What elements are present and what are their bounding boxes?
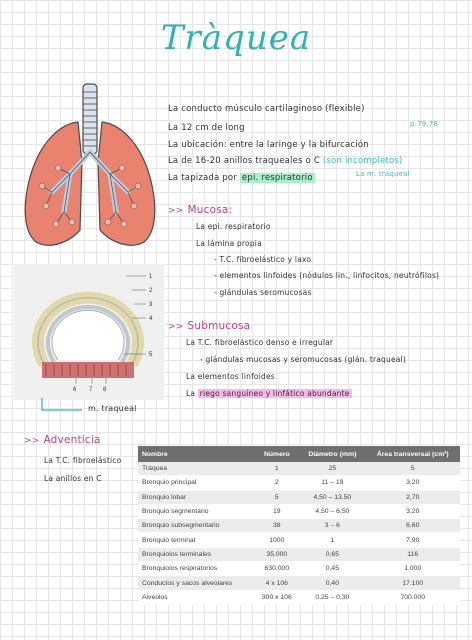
section-title: Adventicia (43, 434, 101, 446)
trachea-cross-section (14, 264, 164, 400)
submucosa-item: - glándulas mucosas y seromucosas (glán. traqueal) (200, 355, 406, 364)
table-cell: 0,65 (299, 547, 365, 561)
mucosa-item: La epi. respiratorio (196, 222, 271, 231)
note-text: La de 16-20 anillos traqueales o C (168, 156, 321, 166)
mucosa-item: - glándulas seromucosas (214, 288, 312, 297)
adventicia-heading (24, 434, 101, 446)
table-cell: 0,40 (299, 576, 365, 590)
table-cell: 0,45 (299, 562, 365, 576)
table-header-row (138, 446, 460, 462)
table-cell: 300 x 106 (254, 590, 299, 604)
submucosa-item: La T.C. fibroelástico denso e irregular (186, 338, 334, 347)
mucosa-item: La lámina propia (196, 239, 262, 248)
note-line: La 12 cm de long (168, 123, 245, 133)
figure-label: 3 (149, 302, 153, 308)
figure-label: 4 (149, 316, 153, 322)
figure-label: 6 (73, 387, 77, 393)
table-cell: 3 – 6 (299, 519, 365, 533)
note-line (168, 173, 315, 183)
table-cell: 700.000 (366, 590, 461, 604)
page-reference: p.79,78 (410, 120, 439, 128)
note-line: La conducto músculo cartilaginoso (flexible) (168, 104, 365, 114)
adventicia-item: La T.C. fibroelástico (44, 456, 122, 465)
table-cell: Bronquio segmentario (138, 504, 254, 518)
table-row (138, 576, 460, 590)
table-cell: 1.000 (366, 562, 461, 576)
table-cell: 4,50 – 6,50 (299, 504, 365, 518)
mucosa-item: - T.C. fibroelástico y laxo (214, 255, 312, 264)
figure-label: 1 (149, 274, 153, 280)
note-aside: (son incompletos) (322, 156, 403, 166)
table-cell: 17.100 (366, 576, 461, 590)
caption-arrow-icon (38, 398, 88, 416)
adventicia-item: La anillos en C (44, 474, 102, 483)
column-header: Número (254, 446, 299, 462)
table-cell: 4,50 – 13,50 (299, 490, 365, 504)
table-cell: Conductos y sacos alveolares (138, 576, 254, 590)
figure-label: 2 (149, 288, 153, 294)
table-cell: 1000 (254, 533, 299, 547)
highlighted-term: riego sanguíneo y linfático abundante (199, 389, 350, 398)
column-header: Área transversal (cm²) (366, 446, 461, 462)
table-cell: Alveolos (138, 590, 254, 604)
table-row (138, 490, 460, 504)
table-row (138, 533, 460, 547)
table-cell: Bronquio lobar (138, 490, 254, 504)
table-cell: 11 – 19 (299, 476, 365, 490)
table-cell: 1 (254, 462, 299, 476)
table-cell: Bronquiolos terminales (138, 547, 254, 561)
page-title: Tràquea (160, 18, 312, 58)
table-cell: 7,90 (366, 533, 461, 547)
table-cell: 38 (254, 519, 299, 533)
highlighted-term: epi. respiratorio (241, 173, 313, 183)
table-cell: 2 (254, 476, 299, 490)
mucosa-heading (168, 204, 232, 216)
table-cell: Bronquiolos respiratorios (138, 562, 254, 576)
table-cell: 4 x 106 (254, 576, 299, 590)
table-cell: Bronquio subsegmentario (138, 519, 254, 533)
table-row (138, 519, 460, 533)
table-cell: 630.000 (254, 562, 299, 576)
column-header: Nombre (138, 446, 254, 462)
airway-table (138, 446, 460, 605)
table-cell: 5 (254, 490, 299, 504)
note-aside: La m. traqueal (356, 170, 410, 178)
table-cell: 5 (366, 462, 461, 476)
table-cell: 25 (299, 462, 365, 476)
note-text: La tapizada por (168, 173, 238, 183)
table-cell: 2,70 (366, 490, 461, 504)
double-arrow-icon: >> (168, 322, 184, 332)
table-cell: Tráquea (138, 462, 254, 476)
table-row (138, 562, 460, 576)
figure-caption: m. traqueal (88, 404, 137, 413)
table-cell: 19 (254, 504, 299, 518)
table-cell: 116 (366, 547, 461, 561)
table-cell: Bronquio terminal (138, 533, 254, 547)
table-cell: Bronquio principal (138, 476, 254, 490)
table-cell: 1 (299, 533, 365, 547)
table-row (138, 476, 460, 490)
submucosa-item: La elementos linfoides (186, 372, 275, 381)
table-cell: 3,20 (366, 504, 461, 518)
column-header: Diámetro (mm) (299, 446, 365, 462)
table-cell: 6,60 (366, 519, 461, 533)
note-line: La ubicación: entre la laringe y la bifurcación (168, 140, 369, 150)
figure-label: 7 (89, 387, 93, 393)
table-cell: 3,20 (366, 476, 461, 490)
double-arrow-icon: >> (24, 436, 40, 446)
table-cell: 35.000 (254, 547, 299, 561)
table-cell: 0,25 – 0,30 (299, 590, 365, 604)
table-row (138, 504, 460, 518)
section-title: Submucosa (187, 320, 251, 332)
submucosa-heading (168, 320, 250, 332)
lungs-illustration (20, 82, 162, 254)
figure-label: 5 (149, 352, 153, 358)
note-text: La (186, 389, 196, 398)
section-title: Mucosa: (187, 204, 233, 216)
figure-label: 8 (103, 387, 107, 393)
double-arrow-icon: >> (168, 206, 184, 216)
submucosa-item (186, 389, 352, 398)
mucosa-item: - elementos linfoides (nódulos lin., linfocitos, neutrófilos) (214, 271, 440, 280)
note-line (168, 156, 403, 166)
table-row (138, 462, 460, 476)
table-row (138, 547, 460, 561)
table-row (138, 590, 460, 604)
